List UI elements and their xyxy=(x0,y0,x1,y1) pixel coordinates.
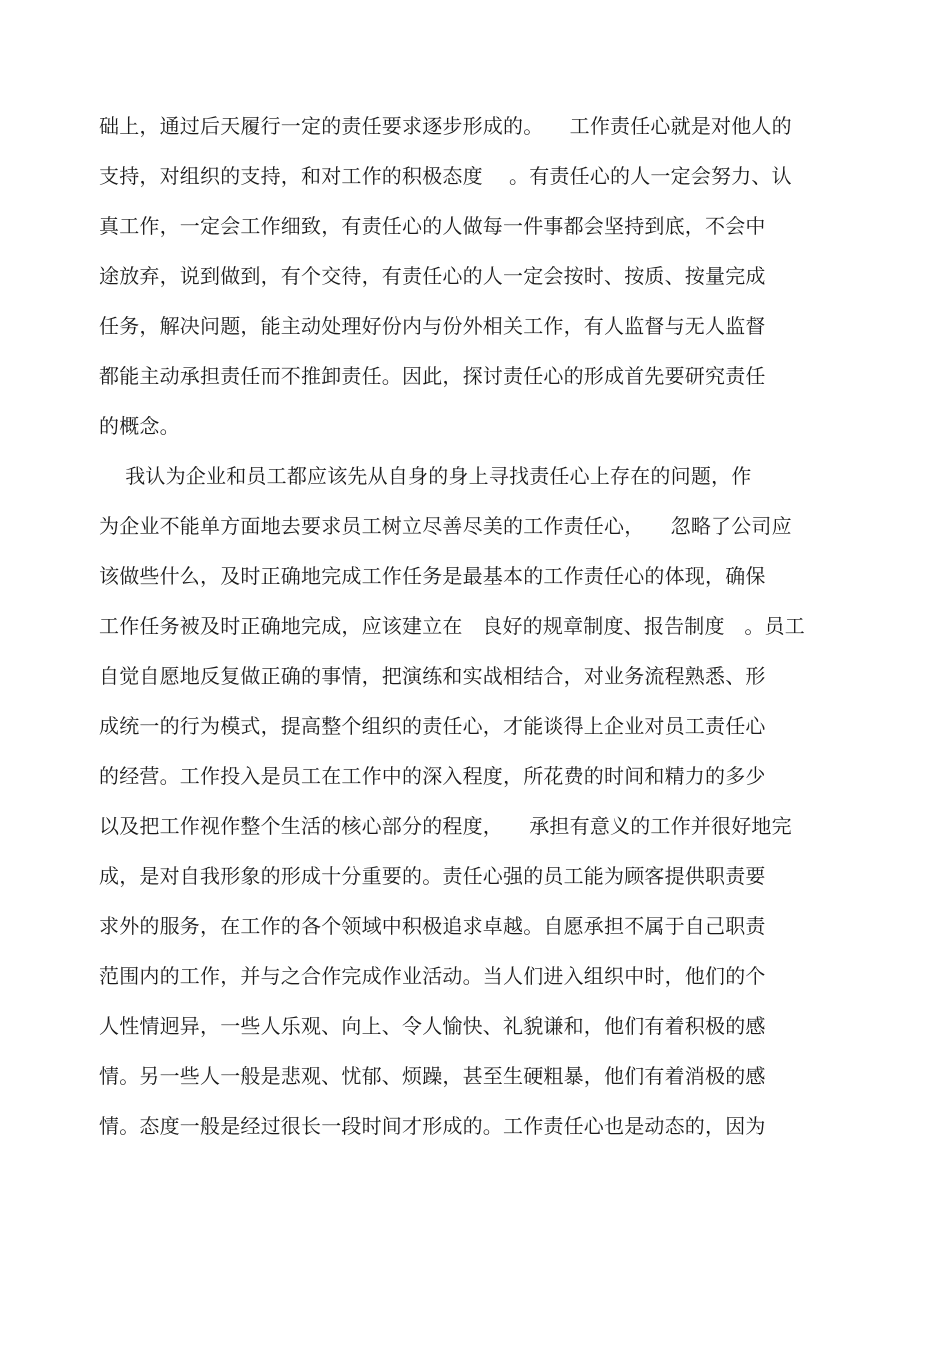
text-line: 我认为企业和员工都应该先从自身的身上寻找责任心上存在的问题，作 xyxy=(99,464,752,488)
text-line: 情。态度一般是经过很长一段时间才形成的。工作责任心也是动态的，因为 xyxy=(99,1114,766,1138)
text-line: 范围内的工作，并与之合作完成作业活动。当人们进入组织中时，他们的个 xyxy=(99,964,766,988)
text-line: 途放弃，说到做到，有个交待，有责任心的人一定会按时、按质、按量完成 xyxy=(99,264,766,288)
text-line: 成统一的行为模式，提高整个组织的责任心，才能谈得上企业对员工责任心 xyxy=(99,714,766,738)
text-line: 为企业不能单方面地去要求员工树立尽善尽美的工作责任心， 忽略了公司应 xyxy=(99,514,792,538)
text-line: 支持，对组织的支持，和对工作的积极态度 。有责任心的人一定会努力、认 xyxy=(99,164,792,188)
text-line: 情。另一些人一般是悲观、忧郁、烦躁，甚至生硬粗暴，他们有着消极的感 xyxy=(99,1064,766,1088)
text-line: 成，是对自我形象的形成十分重要的。责任心强的员工能为顾客提供职责要 xyxy=(99,864,766,888)
body-text xyxy=(99,108,859,1158)
text-line: 础上，通过后天履行一定的责任要求逐步形成的。 工作责任心就是对他人的 xyxy=(99,114,792,138)
text-line: 自觉自愿地反复做正确的事情，把演练和实战相结合，对业务流程熟悉、形 xyxy=(99,664,766,688)
text-line: 任务，解决问题，能主动处理好份内与份外相关工作，有人监督与无人监督 xyxy=(99,314,766,338)
text-line: 真工作，一定会工作细致，有责任心的人做每一件事都会坚持到底，不会中 xyxy=(99,214,766,238)
text-line: 人性情迥异，一些人乐观、向上、令人愉快、礼貌谦和，他们有着积极的感 xyxy=(99,1014,766,1038)
text-line: 以及把工作视作整个生活的核心部分的程度， 承担有意义的工作并很好地完 xyxy=(99,814,792,838)
text-line: 的经营。工作投入是员工在工作中的深入程度，所花费的时间和精力的多少 xyxy=(99,764,766,788)
text-line: 都能主动承担责任而不推卸责任。因此，探讨责任心的形成首先要研究责任 xyxy=(99,364,766,388)
text-line: 的概念。 xyxy=(99,414,180,438)
text-line: 该做些什么，及时正确地完成工作任务是最基本的工作责任心的体现，确保 xyxy=(99,564,766,588)
text-line: 求外的服务，在工作的各个领域中积极追求卓越。自愿承担不属于自己职责 xyxy=(99,914,766,938)
text-line: 工作任务被及时正确地完成，应该建立在 良好的规章制度、报告制度 。员工 xyxy=(99,614,805,638)
